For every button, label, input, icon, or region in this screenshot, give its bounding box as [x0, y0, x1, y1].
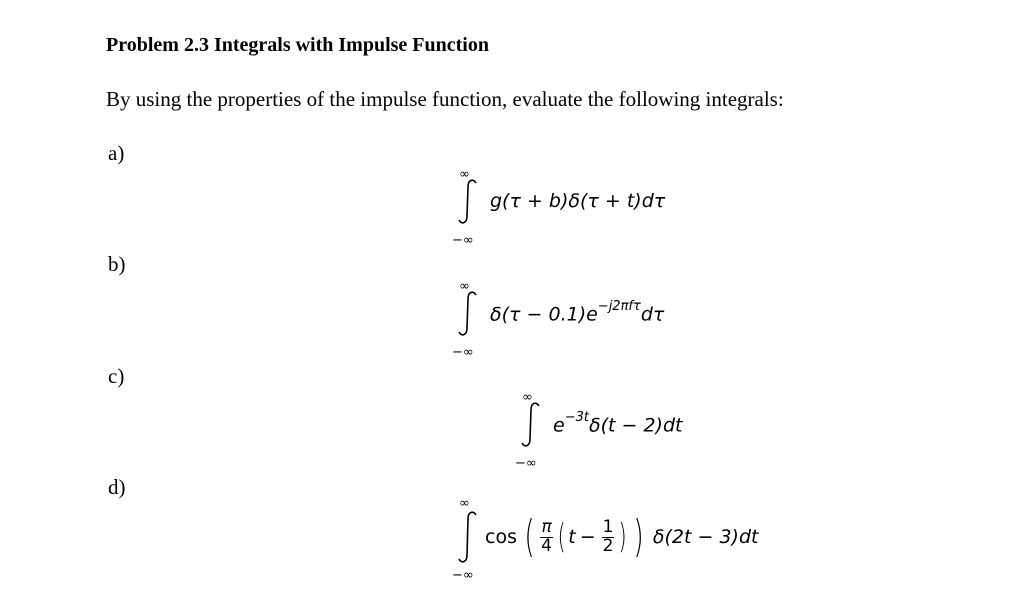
part-c-label: c)	[108, 364, 125, 388]
upper-limit: ∞	[459, 496, 470, 511]
fraction-denominator: 4	[541, 535, 552, 556]
integrand-suffix: dτ	[640, 303, 665, 326]
variable-t: t	[568, 526, 576, 548]
lower-limit: −∞	[452, 233, 474, 248]
part-b-label: b)	[108, 252, 126, 276]
integrand	[490, 299, 665, 326]
fraction-pi-over-4	[540, 516, 553, 556]
upper-limit: ∞	[459, 167, 470, 182]
integrand-prefix: e	[553, 414, 565, 437]
lower-limit: −∞	[515, 456, 537, 471]
cos-function: cos	[485, 526, 517, 548]
integrand-prefix: δ(τ − 0.1)e	[490, 303, 598, 326]
integrand-suffix: δ(t − 2)dt	[588, 414, 683, 437]
fraction-numerator: π	[541, 516, 552, 537]
part-a-label: a)	[108, 141, 125, 165]
integrand-exponent: −j2πfτ	[597, 299, 641, 314]
integrand-exponent: −3t	[564, 410, 589, 425]
integrand	[553, 410, 683, 437]
fraction-numerator: 1	[602, 516, 614, 537]
close-paren-inner: )	[619, 517, 628, 557]
lower-limit: −∞	[452, 345, 474, 360]
open-paren: (	[524, 511, 535, 562]
problem-title: Problem 2.3 Integrals with Impulse Function	[106, 34, 489, 56]
open-paren-inner: (	[557, 517, 566, 557]
fraction-1-over-2	[602, 516, 615, 556]
part-d-label: d)	[108, 475, 126, 499]
fraction-denominator: 2	[602, 535, 614, 556]
problem-intro: By using the properties of the impulse function, evaluate the following integrals:	[106, 87, 784, 111]
integrand: g(τ + b)δ(τ + t)dτ	[490, 190, 666, 212]
lower-limit: −∞	[452, 568, 474, 583]
close-paren: )	[633, 511, 644, 562]
upper-limit: ∞	[459, 279, 470, 294]
integrand	[485, 507, 758, 567]
minus-sign: −	[579, 526, 596, 548]
integrand-tail: δ(2t − 3)dt	[652, 526, 759, 548]
upper-limit: ∞	[522, 390, 533, 405]
